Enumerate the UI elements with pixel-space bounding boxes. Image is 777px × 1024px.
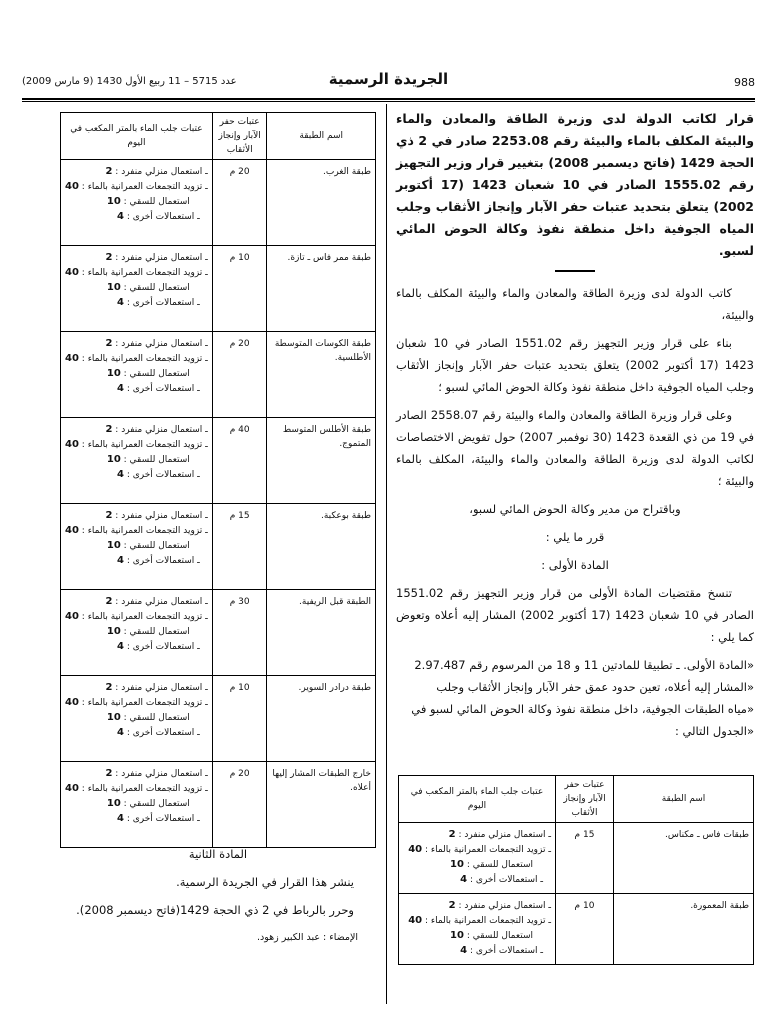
use-other-value: 4 [116,641,124,652]
layer-name: الطبقة قبل الريفية. [267,590,376,676]
done-at-line: وحرر بالرباط في 2 ذي الحجة 1429(فاتح ديسمبر 2008). [76,903,354,917]
use-urban-value: 40 [65,525,79,536]
use-irrigation-value: 10 [450,859,464,870]
col-header-withdrawal: عتبات جلب الماء بالمتر المكعب في اليوم [61,113,213,160]
use-urban-value: 40 [65,439,79,450]
proposal-line: وباقتراح من مدير وكالة الحوض المائي لسبو، [469,502,681,516]
basis-paragraph-1: بناء على قرار وزير التجهيز رقم 1551.02 الصادر في 10 شعبان 1423 (17 أكتوبر 2002) يتعلق بتحديد عتبات حفر الآبار وإنجاز الأثقاب وجلب المياه الجوفية داخل منطقة نفوذ وكالة الحوض المائي لسبو ؛ [396,336,754,394]
use-other-value: 4 [460,945,468,956]
column-divider [386,104,387,1004]
use-urban: ـ تزويد التجمعات العمرانية بالماء : [424,916,551,926]
use-other: ـ استعمالات أخرى : [126,642,200,652]
use-domestic-value: 2 [105,424,113,435]
depth-value: 20 م [212,160,267,246]
decision-issuer: كاتب الدولة لدى وزيرة الطاقة والمعادن والماء والبيئة المكلف بالماء والبيئة، [396,286,754,322]
use-other-value: 4 [460,874,468,885]
layer-name: طبقة ممر فاس ـ تازة. [267,246,376,332]
title-separator [555,270,595,272]
withdrawal-uses [61,762,213,848]
use-domestic: ـ استعمال منزلي منفرد : [115,425,208,435]
use-other: ـ استعمالات أخرى : [470,946,543,956]
use-urban: ـ تزويد التجمعات العمرانية بالماء : [81,784,208,794]
layer-name: طبقة الأطلس المتوسط المتموج. [267,418,376,504]
depth-value: 20 م [212,332,267,418]
table-row [61,504,376,590]
article1-text: تنسخ مقتضيات المادة الأولى من قرار وزير التجهيز رقم 1551.02 الصادر في 10 شعبان 1423 (17 أكتوبر 2002) المشار إليه أعلاه وتعوض كما يلي : [396,586,754,644]
use-urban-value: 40 [65,353,79,364]
signature: الإمضاء : عبد الكبير زهود. [256,932,358,943]
table-row [61,332,376,418]
use-urban: ـ تزويد التجمعات العمرانية بالماء : [81,354,208,364]
use-domestic: ـ استعمال منزلي منفرد : [115,769,208,779]
header-rule-thin [22,101,755,102]
use-irrigation-value: 10 [106,368,121,379]
use-irrigation-value: 10 [106,282,121,293]
use-domestic: ـ استعمال منزلي منفرد : [115,167,208,177]
col-header-layer: اسم الطبقة [614,776,754,823]
table-row [399,894,754,965]
use-domestic-value: 2 [105,510,113,521]
col-header-layer: اسم الطبقة [267,113,376,160]
use-urban: ـ تزويد التجمعات العمرانية بالماء : [81,698,208,708]
col-header-depth: عتبات حفر الآبار وإنجاز الأثقاب [556,776,614,823]
use-irrigation-value: 10 [106,196,121,207]
use-domestic-value: 2 [105,338,113,349]
thresholds-table-left [60,112,376,848]
layer-name: طبقة الغرب. [267,160,376,246]
use-urban-value: 40 [65,783,79,794]
use-urban: ـ تزويد التجمعات العمرانية بالماء : [81,612,208,622]
quote-line-1: «المادة الأولى. ـ تطبيقا للمادتين 11 و 18 من المرسوم رقم 2.97.487 [414,658,754,672]
use-other: ـ استعمالات أخرى : [126,814,200,824]
withdrawal-uses [61,246,213,332]
use-irrigation-value: 10 [106,626,121,637]
depth-value: 10 م [212,676,267,762]
layer-name: خارج الطبقات المشار إليها أعلاه. [267,762,376,848]
withdrawal-uses [399,894,556,965]
use-other: ـ استعمالات أخرى : [126,728,200,738]
use-other-value: 4 [116,211,124,222]
use-urban: ـ تزويد التجمعات العمرانية بالماء : [81,268,208,278]
use-other-value: 4 [116,297,124,308]
withdrawal-uses [61,676,213,762]
page-header [22,70,755,96]
use-irrigation: استعمال للسقي : [466,860,533,870]
withdrawal-uses [61,160,213,246]
depth-value: 30 م [212,590,267,676]
table-row [61,418,376,504]
use-other: ـ استعمالات أخرى : [126,470,200,480]
use-irrigation: استعمال للسقي : [123,197,190,207]
use-irrigation: استعمال للسقي : [123,369,190,379]
article2-heading: المادة الثانية [188,847,248,861]
journal-title: الجريدة الرسمية [328,70,449,88]
use-urban-value: 40 [65,697,79,708]
use-domestic: ـ استعمال منزلي منفرد : [458,901,551,911]
depth-value: 20 م [212,762,267,848]
quote-line-3: «مياه الطبقات الجوفية، داخل منطقة نفوذ وكالة الحوض المائي لسبو في [411,702,754,716]
use-other: ـ استعمالات أخرى : [126,384,200,394]
use-other-value: 4 [116,555,124,566]
table-header-row [399,776,754,823]
use-other-value: 4 [116,383,124,394]
use-irrigation-value: 10 [450,930,464,941]
header-rule [22,98,755,100]
use-urban: ـ تزويد التجمعات العمرانية بالماء : [81,526,208,536]
page-number: 988 [734,76,755,89]
table-row [399,823,754,894]
use-other-value: 4 [116,469,124,480]
use-other: ـ استعمالات أخرى : [126,298,200,308]
table-row [61,590,376,676]
quote-line-2: «المشار إليه أعلاه، تعين حدود عمق حفر الآبار وإنجاز الأثقاب وجلب [436,680,754,694]
use-domestic-value: 2 [105,166,113,177]
use-domestic: ـ استعمال منزلي منفرد : [115,339,208,349]
use-domestic-value: 2 [105,596,113,607]
article2-text: ينشر هذا القرار في الجريدة الرسمية. [176,875,354,889]
use-urban-value: 40 [408,844,423,855]
use-domestic-value: 2 [448,900,456,911]
use-domestic-value: 2 [105,252,113,263]
left-bottom-text [60,840,376,952]
use-domestic: ـ استعمال منزلي منفرد : [115,597,208,607]
table-row [61,762,376,848]
use-other: ـ استعمالات أخرى : [470,875,543,885]
use-domestic: ـ استعمال منزلي منفرد : [115,253,208,263]
decision-title: قرار لكاتب الدولة لدى وزيرة الطاقة والمعادن والماء والبيئة المكلف بالماء والبيئة رقم 2253.08 صادر في 2 ذي الحجة 1429 (فاتح ديسمبر 2008) بتغيير قرار وزير التجهيز رقم 1555.02 الصادر في 10 شعبان 1423 (17 أكتوبر 2002) يتعلق بتحديد عتبات حفر الآبار وإنجاز الأثقاب وجلب المياه الجوفية داخل منطقة نفوذ وكالة الحوض المائي لسبو. [396,111,755,258]
depth-value: 10 م [212,246,267,332]
table-row [61,676,376,762]
use-irrigation-value: 10 [106,712,121,723]
use-domestic-value: 2 [448,829,456,840]
withdrawal-uses [61,332,213,418]
table-header-row [61,113,376,160]
article1-heading: المادة الأولى : [541,558,609,572]
use-other: ـ استعمالات أخرى : [126,212,200,222]
layer-name: طبقة بوعكبة. [267,504,376,590]
use-irrigation: استعمال للسقي : [123,455,190,465]
use-urban-value: 40 [65,267,79,278]
col-header-withdrawal: عتبات جلب الماء بالمتر المكعب في اليوم [399,776,556,823]
layer-name: طبقة درادر السوير. [267,676,376,762]
use-irrigation: استعمال للسقي : [123,627,190,637]
use-other-value: 4 [116,813,124,824]
use-irrigation-value: 10 [106,454,121,465]
use-domestic-value: 2 [105,768,113,779]
use-irrigation: استعمال للسقي : [123,541,190,551]
issue-info: عدد 5715 – 11 ربيع الأول 1430 (9 مارس 2009) [22,76,237,87]
col-header-depth: عتبات حفر الآبار وإنجاز الأثقاب [212,113,267,160]
use-other-value: 4 [116,727,124,738]
layer-name: طبقات فاس ـ مكناس. [614,823,754,894]
use-urban: ـ تزويد التجمعات العمرانية بالماء : [81,182,208,192]
decides-line: قرر ما يلي : [545,530,605,544]
use-irrigation: استعمال للسقي : [123,283,190,293]
withdrawal-uses [61,504,213,590]
use-irrigation: استعمال للسقي : [466,931,533,941]
layer-name: طبقة الكوسات المتوسطة الأطلسية. [267,332,376,418]
withdrawal-uses [61,418,213,504]
use-irrigation: استعمال للسقي : [123,799,190,809]
use-urban-value: 40 [65,181,79,192]
right-column [396,108,754,742]
withdrawal-uses [399,823,556,894]
depth-value: 10 م [556,894,614,965]
depth-value: 15 م [212,504,267,590]
table-row [61,160,376,246]
use-domestic: ـ استعمال منزلي منفرد : [115,511,208,521]
basis-paragraph-2: وعلى قرار وزيرة الطاقة والمعادن والماء والبيئة رقم 2558.07 الصادر في 19 من ذي القعدة 1423 (30 نوفمبر 2007) حول تفويض الاختصاصات لكاتب الدولة لدى وزيرة الطاقة والمعادن والماء والبيئة، المكلف بالماء والبيئة ؛ [396,408,754,488]
use-irrigation-value: 10 [106,540,121,551]
quote-line-4: «الجدول التالي : [674,724,754,738]
layer-name: طبقة المعمورة. [614,894,754,965]
use-irrigation: استعمال للسقي : [123,713,190,723]
depth-value: 15 م [556,823,614,894]
use-irrigation-value: 10 [106,798,121,809]
use-domestic: ـ استعمال منزلي منفرد : [115,683,208,693]
use-urban-value: 40 [65,611,79,622]
use-urban: ـ تزويد التجمعات العمرانية بالماء : [424,845,551,855]
use-urban-value: 40 [408,915,423,926]
thresholds-table-right [398,775,754,965]
withdrawal-uses [61,590,213,676]
use-other: ـ استعمالات أخرى : [126,556,200,566]
use-urban: ـ تزويد التجمعات العمرانية بالماء : [81,440,208,450]
use-domestic: ـ استعمال منزلي منفرد : [458,830,551,840]
table-row [61,246,376,332]
use-domestic-value: 2 [105,682,113,693]
depth-value: 40 م [212,418,267,504]
